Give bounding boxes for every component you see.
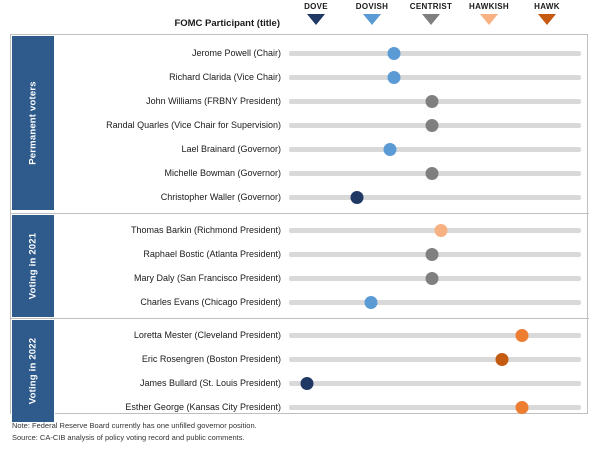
participant-row	[11, 290, 589, 314]
participant-name: Randal Quarles (Vice Chair for Supervision)	[106, 120, 281, 130]
note-line: Note: Federal Reserve Board currently has one unfilled governor position.	[12, 421, 257, 430]
row-track	[289, 381, 581, 386]
participant-name: James Bullard (St. Louis President)	[139, 378, 281, 388]
scale-arrow-dove-icon	[307, 14, 325, 25]
scale-arrow-hawkish-icon	[480, 14, 498, 25]
participant-row	[11, 395, 589, 419]
group-band-label: Voting in 2022	[27, 337, 39, 405]
participant-row	[11, 41, 589, 65]
scale-label-hawkish: HAWKISH	[469, 2, 509, 11]
participant-name: Thomas Barkin (Richmond President)	[130, 225, 281, 235]
participant-name: Christopher Waller (Governor)	[160, 192, 281, 202]
participant-name: Loretta Mester (Cleveland President)	[133, 330, 281, 340]
stance-marker	[516, 329, 529, 342]
participant-name: Richard Clarida (Vice Chair)	[169, 72, 281, 82]
row-track	[289, 75, 581, 80]
row-track	[289, 195, 581, 200]
participant-row	[11, 185, 589, 209]
stance-marker	[388, 47, 401, 60]
group-band-label: Permanent voters	[27, 81, 39, 165]
stance-marker	[384, 143, 397, 156]
participant-name: Jerome Powell (Chair)	[191, 48, 281, 58]
stance-marker	[426, 272, 439, 285]
stance-marker	[516, 401, 529, 414]
participant-name: Lael Brainard (Governor)	[181, 144, 281, 154]
scale-label-centrist: CENTRIST	[409, 2, 453, 11]
row-track	[289, 147, 581, 152]
stance-marker	[365, 296, 378, 309]
participant-name: Esther George (Kansas City President)	[125, 402, 281, 412]
participant-row	[11, 161, 589, 185]
participant-name: Raphael Bostic (Atlanta President)	[143, 249, 281, 259]
participant-row	[11, 371, 589, 395]
stance-marker	[496, 353, 509, 366]
participant-name: Michelle Bowman (Governor)	[164, 168, 281, 178]
footnotes	[12, 420, 257, 444]
group-band-label: Voting in 2021	[27, 232, 39, 300]
stance-marker	[301, 377, 314, 390]
participant-row	[11, 89, 589, 113]
stance-marker	[351, 191, 364, 204]
row-track	[289, 333, 581, 338]
row-track	[289, 300, 581, 305]
participant-name: John Williams (FRBNY President)	[146, 96, 281, 106]
chart-header	[0, 0, 600, 34]
stance-marker	[426, 119, 439, 132]
stance-marker	[426, 248, 439, 261]
participant-row	[11, 323, 589, 347]
row-track	[289, 357, 581, 362]
scale-label-dove: DOVE	[304, 2, 328, 11]
row-track	[289, 405, 581, 410]
participant-name: Eric Rosengren (Boston President)	[141, 354, 281, 364]
participant-row	[11, 113, 589, 137]
scale-arrow-hawk-icon	[538, 14, 556, 25]
stance-marker	[426, 167, 439, 180]
source-line: Source: CA-CIB analysis of policy voting record and public comments.	[12, 433, 245, 442]
group-separator	[11, 213, 589, 214]
participant-row	[11, 266, 589, 290]
stance-marker	[426, 95, 439, 108]
scale-arrow-dovish-icon	[363, 14, 381, 25]
participant-row	[11, 242, 589, 266]
participant-name: Charles Evans (Chicago President)	[140, 297, 281, 307]
stance-marker	[435, 224, 448, 237]
scale-label-hawk: HAWK	[534, 2, 560, 11]
participant-row	[11, 65, 589, 89]
participant-name: Mary Daly (San Francisco President)	[133, 273, 281, 283]
row-track	[289, 51, 581, 56]
participant-row	[11, 218, 589, 242]
group-separator	[11, 318, 589, 319]
participant-row	[11, 347, 589, 371]
participant-title-label: FOMC Participant (title)	[174, 18, 280, 29]
scale-label-dovish: DOVISH	[355, 2, 389, 11]
scale-arrow-centrist-icon	[422, 14, 440, 25]
participant-row	[11, 137, 589, 161]
stance-marker	[388, 71, 401, 84]
chart-frame	[10, 34, 588, 414]
